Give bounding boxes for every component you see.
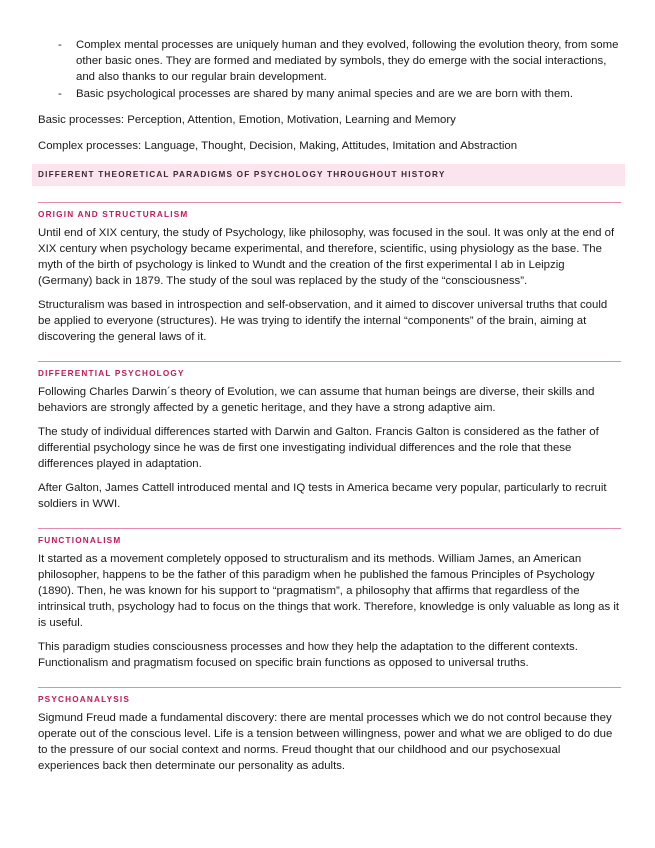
basic-processes-line: Basic processes: Perception, Attention, Emotion, Motivation, Learning and Memory — [38, 114, 456, 126]
bullet-list — [38, 37, 621, 102]
section-heading: PSYCHOANALYSIS — [38, 695, 131, 704]
paragraph: Until end of XIX century, the study of Psychology, like philosophy, was focused in the soul. It was only at the end of XIX century when psychology became experimental, and therefore, scientific, using physiology as the base. The myth of the birth of psychology is linked to Wundt and the creation of the first experimental l ab in Leipzig (Germany) back in 1879. The study of the soul was replaced by the study of the “consciousness”. — [38, 227, 615, 287]
section-heading: ORIGIN AND STRUCTURALISM — [38, 210, 189, 219]
section-functionalism — [38, 528, 621, 671]
bullet-marker: - — [58, 39, 62, 51]
bullet-text: Basic psychological processes are shared by many animal species and are we are born with them. — [76, 88, 574, 100]
paragraph: After Galton, James Cattell introduced mental and IQ tests in America became very popular, particularly to recruit soldiers in WWI. — [38, 482, 607, 510]
list-item — [38, 37, 621, 85]
paragraph: Following Charles Darwin´s theory of Evolution, we can assume that human beings are diverse, their skills and behaviors are strongly affected by a genetic heritage, and they have a strong adaptive aim. — [38, 386, 595, 414]
bullet-marker: - — [58, 88, 62, 100]
paragraph: Sigmund Freud made a fundamental discovery: there are mental processes which we do not control because they operate out of the conscious level. Life is a tension between willingness, power and what we are obliged to do due to the pressure of our social context and norms. Freud thought that our childhood and our psychosexual experiences back then determinate our personality as adults. — [38, 712, 613, 772]
section-psychoanalysis — [38, 687, 621, 774]
bullet-text: Complex mental processes are uniquely human and they evolved, following the evolution theory, from some other basic ones. They are formed and mediated by symbols, they do emerge with the social interactions, and also thanks to our regular brain development. — [76, 39, 619, 83]
paragraph: It started as a movement completely opposed to structuralism and its methods. William James, an American philosopher, happens to be the father of this paradigm when he published the famous Principles of Psychology (1890). Then, he was known for his support to “pragmatism”, a philosophy that affirms that regardless of the intrinsical truth, psychology had to focus on the things that work. Therefore, knowledge is only valuable as long as it is useful. — [38, 553, 620, 629]
main-heading: DIFFERENT THEORETICAL PARADIGMS OF PSYCHOLOGY THROUGHOUT HISTORY — [32, 164, 625, 186]
section-differential-psychology — [38, 361, 621, 512]
paragraph: Structuralism was based in introspection and self-observation, and it aimed to discover universal truths that could be applied to everyone (structures). He was trying to identify the internal “components” of the brain, aiming at discovering the general laws of it. — [38, 299, 608, 343]
paragraph: The study of individual differences started with Darwin and Galton. Francis Galton is considered as the father of differential psychology since he was de first one investigating individual differences and the role that these differences played in adaptation. — [38, 426, 599, 470]
list-item — [38, 86, 621, 102]
section-origin-structuralism — [38, 202, 621, 345]
paragraph: This paradigm studies consciousness processes and how they help the adaptation to the different contexts. Functionalism and pragmatism focused on specific brain functions as opposed to universal truths. — [38, 641, 578, 669]
section-heading: FUNCTIONALISM — [38, 536, 122, 545]
complex-processes-line: Complex processes: Language, Thought, Decision, Making, Attitudes, Imitation and Abstraction — [38, 140, 518, 152]
section-heading: DIFFERENTIAL PSYCHOLOGY — [38, 369, 185, 378]
